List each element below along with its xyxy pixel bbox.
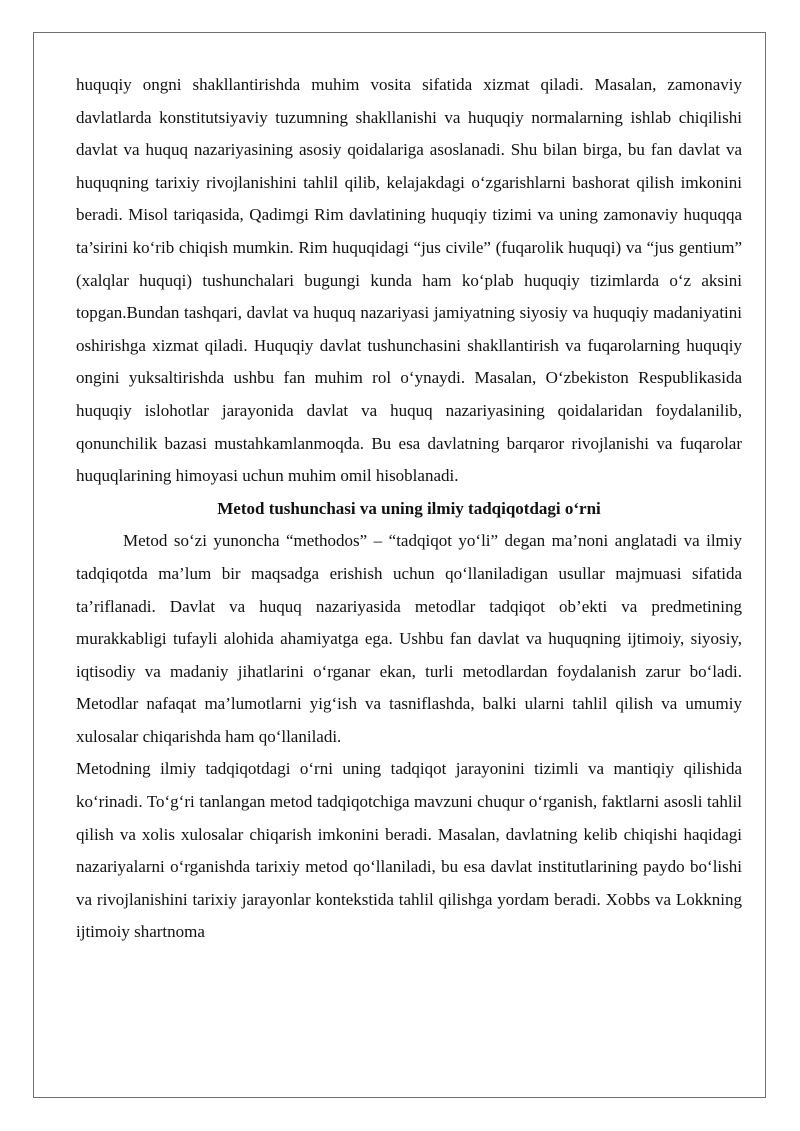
paragraph-3: Metodning ilmiy tadqiqotdagi o‘rni uning tadqiqot jarayonini tizimli va mantiqiy qilishida ko‘rinadi. To‘g‘ri tanlangan metod tadqiqotchiga mavzuni chuqur o‘rganish, faktlarni asosli tahlil qilish va xolis xulosalar chiqarish imkonini beradi. Masalan, davlatning kelib chiqishi haqidagi nazariyalarni o‘rganishda tarixiy metod qo‘llaniladi, bu esa davlat institutlarining paydo bo‘lishi va rivojlanishini tarixiy jarayonlar kontekstida tahlil qilishga yordam beradi. Xobbs va Lokkning ijtimoiy shartnoma: [76, 759, 742, 942]
document-body: [76, 69, 742, 949]
section-heading: Metod tushunchasi va uning ilmiy tadqiqotdagi o‘rni: [217, 498, 601, 518]
paragraph-2: Metod so‘zi yunoncha “methodos” – “tadqiqot yo‘li” degan ma’noni anglatadi va ilmiy tadqiqotda ma’lum bir maqsadga erishish uchun qo‘llaniladigan usullar majmuasi sifatida ta’riflanadi. Davlat va huquq nazariyasida metodlar tadqiqot ob’ekti va predmetining murakkabligi tufayli alohida ahamiyatga ega. Ushbu fan davlat va huquqning ijtimoiy, siyosiy, iqtisodiy va madaniy jihatlarini o‘rganar ekan, turli metodlardan foydalanish zarur bo‘ladi. Metodlar nafaqat ma’lumotlarni yig‘ish va tasniflashda, balki ularni tahlil qilish va umumiy xulosalar chiqarishda ham qo‘llaniladi.: [76, 531, 742, 746]
paragraph-1: huquqiy ongni shakllantirishda muhim vosita sifatida xizmat qiladi. Masalan, zamonaviy davlatlarda konstitutsiyaviy tuzumning shakllanishi va huquqiy normalarning ishlab chiqilishi davlat va huquq nazariyasining asosiy qoidalariga asoslanadi. Shu bilan birga, bu fan davlat va huquqning tarixiy rivojlanishini tahlil qilib, kelajakdagi o‘zgarishlarni bashorat qilish imkonini beradi. Misol tariqasida, Qadimgi Rim davlatining huquqiy tizimi va uning zamonaviy huquqqa ta’sirini ko‘rib chiqish mumkin. Rim huquqidagi “jus civile” (fuqarolik huquqi) va “jus gentium” (xalqlar huquqi) tushunchalari bugungi kunda ham ko‘plab huquqiy tizimlarda o‘z aksini topgan.Bundan tashqari, davlat va huquq nazariyasi jamiyatning siyosiy va huquqiy madaniyatini oshirishga xizmat qiladi. Huquqiy davlat tushunchasini shakllantirish va fuqarolarning huquqiy ongini yuksaltirishda ushbu fan muhim rol o‘ynaydi. Masalan, O‘zbekiston Respublikasida huquqiy islohotlar jarayonida davlat va huquq nazariyasining qoidalaridan foydalanilib, qonunchilik bazasi mustahkamlanmoqda. Bu esa davlatning barqaror rivojlanishi va fuqarolar huquqlarining himoyasi uchun muhim omil hisoblanadi.: [76, 75, 742, 486]
